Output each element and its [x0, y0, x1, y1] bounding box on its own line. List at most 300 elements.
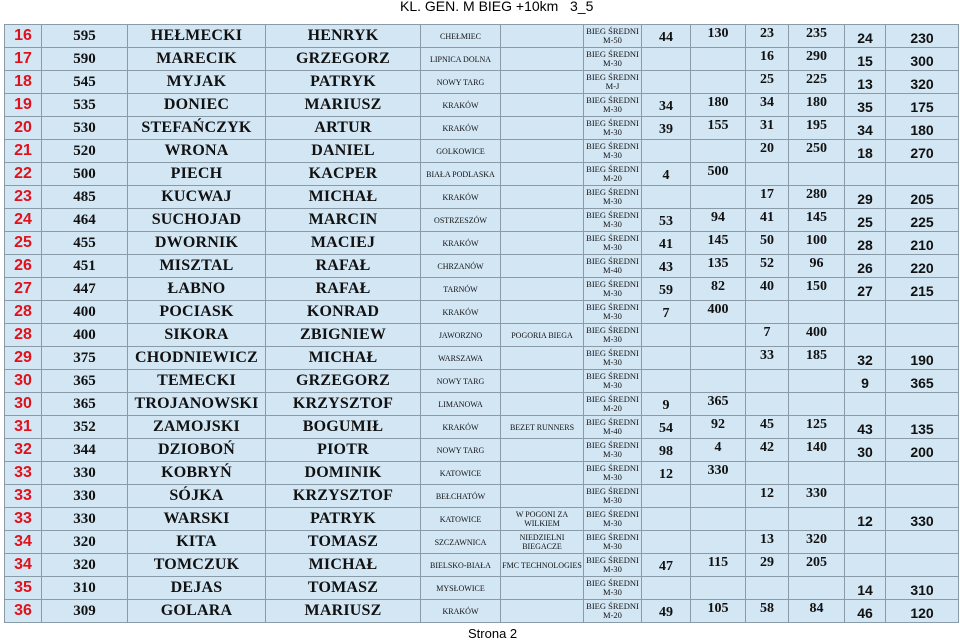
rank: 26 — [5, 255, 42, 278]
rank: 28 — [5, 324, 42, 347]
category-age: M-50 — [603, 35, 622, 45]
race3-points — [886, 324, 959, 347]
bib-number: 330 — [42, 485, 128, 508]
city: SZCZAWNICA — [421, 531, 501, 554]
surname: DONIEC — [128, 94, 266, 117]
first-name: MARIUSZ — [266, 94, 421, 117]
city: CHEŁMIEC — [421, 25, 501, 48]
surname: HEŁMECKI — [128, 25, 266, 48]
rank: 33 — [5, 462, 42, 485]
race2-points: 290 — [789, 48, 845, 71]
bib-number: 545 — [42, 71, 128, 94]
surname: ŁABNO — [128, 278, 266, 301]
rank: 31 — [5, 416, 42, 439]
surname: DEJAS — [128, 577, 266, 600]
city: CHRZANÓW — [421, 255, 501, 278]
category-type: BIEG ŚREDNI — [586, 117, 639, 128]
bib-number: 309 — [42, 600, 128, 623]
race2-points: 96 — [789, 255, 845, 278]
race1-points: 145 — [691, 232, 746, 255]
race2-points: 140 — [789, 439, 845, 462]
category-type: BIEG ŚREDNI — [586, 209, 639, 220]
rank: 22 — [5, 163, 42, 186]
category-age: M-30 — [603, 564, 622, 574]
race2-points — [789, 163, 845, 186]
category-type: BIEG ŚREDNI — [586, 462, 639, 473]
race1-points: 400 — [691, 301, 746, 324]
race1-points — [691, 347, 746, 370]
club — [501, 232, 584, 255]
first-name: KONRAD — [266, 301, 421, 324]
race3-place: 28 — [845, 232, 886, 255]
surname: MARECIK — [128, 48, 266, 71]
race1-place: 41 — [642, 232, 691, 255]
city: BIELSKO-BIAŁA — [421, 554, 501, 577]
race1-place — [642, 140, 691, 163]
table-row — [5, 370, 959, 393]
club: NIEDZIELNI BIEGACZE — [501, 531, 584, 554]
race3-place: 9 — [845, 370, 886, 393]
race3-place — [845, 554, 886, 577]
category-type: BIEG ŚREDNI — [586, 347, 639, 358]
category-age: M-30 — [603, 587, 622, 597]
city: KRAKÓW — [421, 600, 501, 623]
race1-place: 34 — [642, 94, 691, 117]
table-row — [5, 186, 959, 209]
rank: 30 — [5, 393, 42, 416]
first-name: GRZEGORZ — [266, 370, 421, 393]
category — [584, 508, 642, 531]
table-row — [5, 209, 959, 232]
category — [584, 554, 642, 577]
race3-points — [886, 531, 959, 554]
table-row — [5, 347, 959, 370]
first-name: MICHAŁ — [266, 554, 421, 577]
race1-points — [691, 531, 746, 554]
race3-place: 26 — [845, 255, 886, 278]
category — [584, 186, 642, 209]
bib-number: 455 — [42, 232, 128, 255]
city: KRAKÓW — [421, 117, 501, 140]
race1-place — [642, 347, 691, 370]
table-row — [5, 278, 959, 301]
race1-points: 155 — [691, 117, 746, 140]
race3-points: 135 — [886, 416, 959, 439]
category-type: BIEG ŚREDNI — [586, 393, 639, 404]
category — [584, 301, 642, 324]
first-name: KRZYSZTOF — [266, 485, 421, 508]
race2-place — [746, 508, 789, 531]
category — [584, 232, 642, 255]
surname: DWORNIK — [128, 232, 266, 255]
first-name: KRZYSZTOF — [266, 393, 421, 416]
rank: 20 — [5, 117, 42, 140]
table-row — [5, 485, 959, 508]
race2-place: 13 — [746, 531, 789, 554]
table-row — [5, 393, 959, 416]
rank: 17 — [5, 48, 42, 71]
category — [584, 324, 642, 347]
race1-points: 180 — [691, 94, 746, 117]
bib-number: 400 — [42, 324, 128, 347]
category-type: BIEG ŚREDNI — [586, 186, 639, 197]
race1-points: 4 — [691, 439, 746, 462]
rank: 24 — [5, 209, 42, 232]
race2-points: 195 — [789, 117, 845, 140]
category-type: BIEG ŚREDNI — [586, 232, 639, 243]
race3-points: 175 — [886, 94, 959, 117]
category-type: BIEG ŚREDNI — [586, 255, 639, 266]
rank: 33 — [5, 508, 42, 531]
category-age: M-30 — [603, 472, 622, 482]
race3-place: 14 — [845, 577, 886, 600]
first-name: RAFAŁ — [266, 255, 421, 278]
bib-number: 330 — [42, 508, 128, 531]
race1-points: 130 — [691, 25, 746, 48]
race2-place: 12 — [746, 485, 789, 508]
race2-points: 400 — [789, 324, 845, 347]
race1-points — [691, 186, 746, 209]
city: LIPNICA DOLNA — [421, 48, 501, 71]
table-row — [5, 416, 959, 439]
race3-points — [886, 301, 959, 324]
race3-points: 120 — [886, 600, 959, 623]
table-row — [5, 71, 959, 94]
surname: DZIOBOŃ — [128, 439, 266, 462]
surname: CHODNIEWICZ — [128, 347, 266, 370]
race3-place: 12 — [845, 508, 886, 531]
first-name: PIOTR — [266, 439, 421, 462]
race2-place: 58 — [746, 600, 789, 623]
race1-place: 47 — [642, 554, 691, 577]
city: BEŁCHATÓW — [421, 485, 501, 508]
race1-points — [691, 71, 746, 94]
race3-points: 190 — [886, 347, 959, 370]
race3-points: 270 — [886, 140, 959, 163]
race1-place: 9 — [642, 393, 691, 416]
category — [584, 439, 642, 462]
club — [501, 393, 584, 416]
city: MYSŁOWICE — [421, 577, 501, 600]
category — [584, 347, 642, 370]
race3-place: 32 — [845, 347, 886, 370]
first-name: RAFAŁ — [266, 278, 421, 301]
category-type: BIEG ŚREDNI — [586, 71, 639, 82]
race1-points — [691, 370, 746, 393]
surname: TROJANOWSKI — [128, 393, 266, 416]
city: KRAKÓW — [421, 301, 501, 324]
first-name: BOGUMIŁ — [266, 416, 421, 439]
category — [584, 209, 642, 232]
bib-number: 320 — [42, 554, 128, 577]
first-name: PATRYK — [266, 508, 421, 531]
club — [501, 462, 584, 485]
rank: 35 — [5, 577, 42, 600]
race2-place: 33 — [746, 347, 789, 370]
race3-place — [845, 324, 886, 347]
surname: KOBRYŃ — [128, 462, 266, 485]
race2-place: 29 — [746, 554, 789, 577]
bib-number: 451 — [42, 255, 128, 278]
club — [501, 370, 584, 393]
city: GOLKOWICE — [421, 140, 501, 163]
race2-points — [789, 301, 845, 324]
race2-place — [746, 577, 789, 600]
club: POGORIA BIEGA — [501, 324, 584, 347]
club — [501, 255, 584, 278]
rank: 23 — [5, 186, 42, 209]
category — [584, 485, 642, 508]
table-row — [5, 48, 959, 71]
category-type: BIEG ŚREDNI — [586, 324, 639, 335]
club — [501, 600, 584, 623]
club — [501, 278, 584, 301]
race1-place: 4 — [642, 163, 691, 186]
race3-points: 320 — [886, 71, 959, 94]
category-age: M-40 — [603, 426, 622, 436]
bib-number: 590 — [42, 48, 128, 71]
city: KRAKÓW — [421, 416, 501, 439]
first-name: HENRYK — [266, 25, 421, 48]
race3-place — [845, 301, 886, 324]
category-age: M-30 — [603, 150, 622, 160]
race3-points: 230 — [886, 25, 959, 48]
bib-number: 320 — [42, 531, 128, 554]
race2-points — [789, 393, 845, 416]
results-table — [4, 24, 959, 623]
category — [584, 94, 642, 117]
race3-place: 29 — [845, 186, 886, 209]
club — [501, 485, 584, 508]
club: FMC TECHNOLOGIES — [501, 554, 584, 577]
race2-place — [746, 163, 789, 186]
table-row — [5, 117, 959, 140]
surname: WARSKI — [128, 508, 266, 531]
race1-place: 53 — [642, 209, 691, 232]
table-row — [5, 232, 959, 255]
page-footer: Strona 2 — [468, 626, 518, 641]
category-age: M-30 — [603, 449, 622, 459]
race1-points: 94 — [691, 209, 746, 232]
city: KATOWICE — [421, 462, 501, 485]
race3-place — [845, 393, 886, 416]
category-age: M-30 — [603, 288, 622, 298]
race1-place — [642, 71, 691, 94]
category-type: BIEG ŚREDNI — [586, 94, 639, 105]
rank: 27 — [5, 278, 42, 301]
club — [501, 186, 584, 209]
rank: 16 — [5, 25, 42, 48]
surname: SÓJKA — [128, 485, 266, 508]
surname: POCIASK — [128, 301, 266, 324]
race1-place: 7 — [642, 301, 691, 324]
race3-place: 13 — [845, 71, 886, 94]
surname: TEMECKI — [128, 370, 266, 393]
race1-place: 12 — [642, 462, 691, 485]
category-age: M-30 — [603, 58, 622, 68]
race1-points — [691, 48, 746, 71]
race2-points: 225 — [789, 71, 845, 94]
city: OSTRZESZÓW — [421, 209, 501, 232]
first-name: MACIEJ — [266, 232, 421, 255]
category-age: M-30 — [603, 518, 622, 528]
bib-number: 500 — [42, 163, 128, 186]
race2-points: 330 — [789, 485, 845, 508]
race1-points: 105 — [691, 600, 746, 623]
city: KATOWICE — [421, 508, 501, 531]
bib-number: 520 — [42, 140, 128, 163]
first-name: KACPER — [266, 163, 421, 186]
city: NOWY TARG — [421, 439, 501, 462]
rank: 29 — [5, 347, 42, 370]
rank: 30 — [5, 370, 42, 393]
city: BIAŁA PODLASKA — [421, 163, 501, 186]
category-age: M-40 — [603, 265, 622, 275]
table-row — [5, 462, 959, 485]
category — [584, 71, 642, 94]
category-age: M-J — [605, 81, 620, 91]
race2-place — [746, 393, 789, 416]
race1-points: 500 — [691, 163, 746, 186]
table-row — [5, 508, 959, 531]
race2-place — [746, 462, 789, 485]
category — [584, 462, 642, 485]
first-name: MICHAŁ — [266, 186, 421, 209]
surname: STEFAŃCZYK — [128, 117, 266, 140]
race3-points — [886, 554, 959, 577]
bib-number: 365 — [42, 393, 128, 416]
category-age: M-30 — [603, 219, 622, 229]
race2-place: 23 — [746, 25, 789, 48]
category-type: BIEG ŚREDNI — [586, 600, 639, 611]
table-row — [5, 600, 959, 623]
race3-place: 35 — [845, 94, 886, 117]
category-age: M-20 — [603, 403, 622, 413]
first-name: MARCIN — [266, 209, 421, 232]
category — [584, 117, 642, 140]
race3-points: 365 — [886, 370, 959, 393]
category-type: BIEG ŚREDNI — [586, 48, 639, 59]
category — [584, 577, 642, 600]
race1-place — [642, 186, 691, 209]
race1-place: 39 — [642, 117, 691, 140]
race2-place: 34 — [746, 94, 789, 117]
surname: MYJAK — [128, 71, 266, 94]
race1-place — [642, 577, 691, 600]
race3-place — [845, 485, 886, 508]
race3-points — [886, 393, 959, 416]
rank: 19 — [5, 94, 42, 117]
city: NOWY TARG — [421, 370, 501, 393]
race3-points: 215 — [886, 278, 959, 301]
rank: 32 — [5, 439, 42, 462]
bib-number: 375 — [42, 347, 128, 370]
category-age: M-20 — [603, 610, 622, 620]
first-name: DOMINIK — [266, 462, 421, 485]
table-row — [5, 255, 959, 278]
race2-place: 50 — [746, 232, 789, 255]
category-age: M-30 — [603, 127, 622, 137]
race1-points — [691, 324, 746, 347]
race2-points: 145 — [789, 209, 845, 232]
first-name: DANIEL — [266, 140, 421, 163]
category-type: BIEG ŚREDNI — [586, 163, 639, 174]
race1-place — [642, 485, 691, 508]
race1-place — [642, 48, 691, 71]
club: BEZET RUNNERS — [501, 416, 584, 439]
race2-points: 125 — [789, 416, 845, 439]
city: JAWORZNO — [421, 324, 501, 347]
race3-place: 30 — [845, 439, 886, 462]
race2-place: 25 — [746, 71, 789, 94]
bib-number: 352 — [42, 416, 128, 439]
bib-number: 330 — [42, 462, 128, 485]
bib-number: 595 — [42, 25, 128, 48]
page-title: KL. GEN. M BIEG +10km 3_5 — [400, 0, 594, 14]
category-type: BIEG ŚREDNI — [586, 278, 639, 289]
race3-place: 43 — [845, 416, 886, 439]
race2-points: 150 — [789, 278, 845, 301]
bib-number: 344 — [42, 439, 128, 462]
race1-place — [642, 531, 691, 554]
race2-points — [789, 577, 845, 600]
race2-points: 205 — [789, 554, 845, 577]
bib-number: 535 — [42, 94, 128, 117]
race1-points — [691, 508, 746, 531]
category-type: BIEG ŚREDNI — [586, 508, 639, 519]
race2-points: 280 — [789, 186, 845, 209]
race2-place — [746, 370, 789, 393]
category-age: M-30 — [603, 541, 622, 551]
race1-place — [642, 508, 691, 531]
surname: GOLARA — [128, 600, 266, 623]
category-age: M-30 — [603, 380, 622, 390]
race2-points: 84 — [789, 600, 845, 623]
category-type: BIEG ŚREDNI — [586, 554, 639, 565]
rank: 18 — [5, 71, 42, 94]
category-type: BIEG ŚREDNI — [586, 485, 639, 496]
table-row — [5, 140, 959, 163]
race1-points: 115 — [691, 554, 746, 577]
rank: 36 — [5, 600, 42, 623]
category-age: M-20 — [603, 173, 622, 183]
rank: 25 — [5, 232, 42, 255]
race2-points: 100 — [789, 232, 845, 255]
category-age: M-30 — [603, 357, 622, 367]
first-name: ARTUR — [266, 117, 421, 140]
club — [501, 71, 584, 94]
category — [584, 48, 642, 71]
category-type: BIEG ŚREDNI — [586, 140, 639, 151]
race3-place: 34 — [845, 117, 886, 140]
table-row — [5, 163, 959, 186]
bib-number: 485 — [42, 186, 128, 209]
race3-place — [845, 462, 886, 485]
table-row — [5, 25, 959, 48]
first-name: MICHAŁ — [266, 347, 421, 370]
category-type: BIEG ŚREDNI — [586, 370, 639, 381]
city: KRAKÓW — [421, 186, 501, 209]
city: WARSZAWA — [421, 347, 501, 370]
race2-place — [746, 301, 789, 324]
race1-points: 135 — [691, 255, 746, 278]
race3-points: 220 — [886, 255, 959, 278]
first-name: MARIUSZ — [266, 600, 421, 623]
race1-place: 98 — [642, 439, 691, 462]
race3-place: 25 — [845, 209, 886, 232]
race2-place: 7 — [746, 324, 789, 347]
race1-place: 44 — [642, 25, 691, 48]
